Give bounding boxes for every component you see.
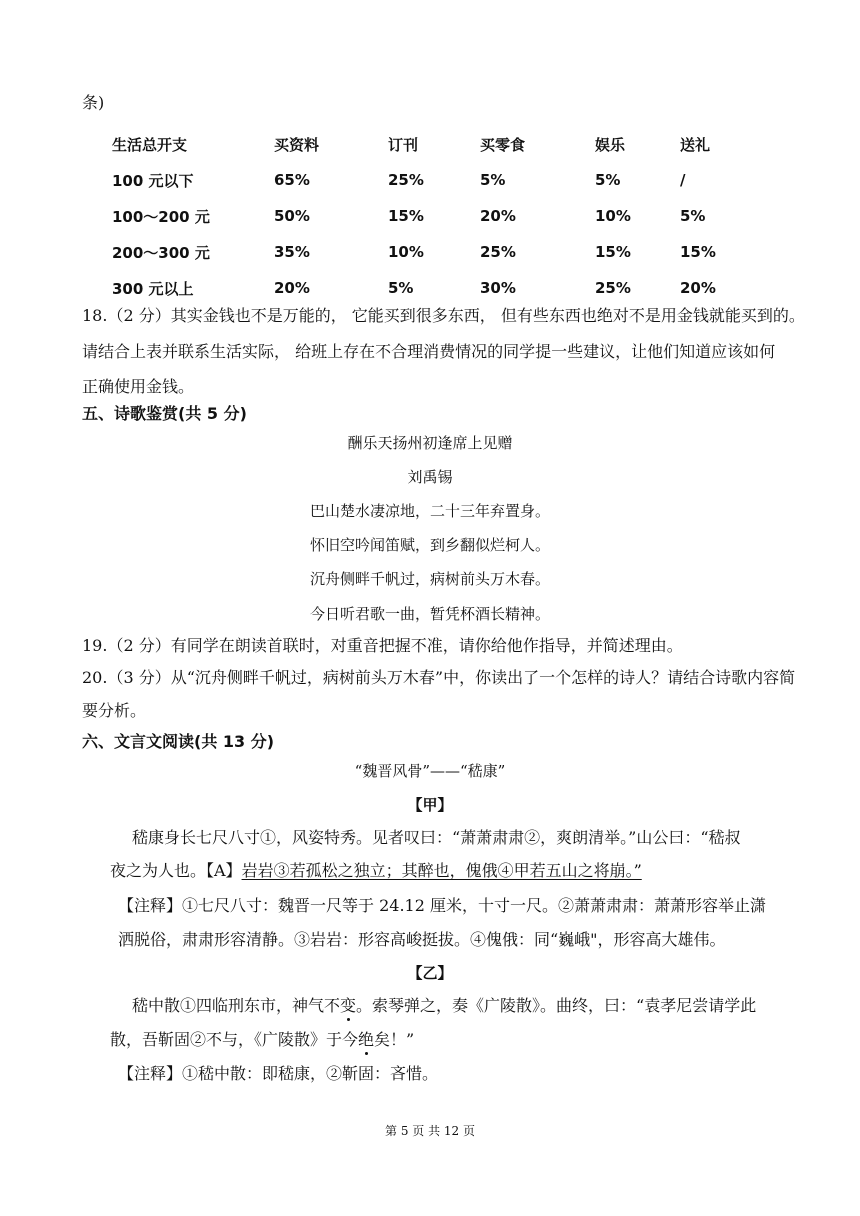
table-cell: 25% <box>595 279 631 297</box>
table-cell: 15% <box>388 207 424 225</box>
table-cell: 20% <box>680 279 716 297</box>
table-cell: / <box>680 171 686 189</box>
poem-title: 酬乐天扬州初逢席上见赠 <box>347 434 513 452</box>
yi-paragraph-line-1 <box>132 995 756 1017</box>
yi-text-c: 散，吾靳固②不与，《广陵散》于今 <box>110 1030 359 1049</box>
table-cell: 200～300 元 <box>112 243 210 262</box>
poem-author: 刘禹锡 <box>407 468 453 486</box>
table-cell: 300 元以上 <box>112 279 194 298</box>
table-cell: 100 元以下 <box>112 171 194 190</box>
carry-over-text: 条) <box>82 93 105 112</box>
table-cell: 5% <box>480 171 506 189</box>
question-19: 19.（2 分）有同学在朗读首联时，对重音把握不准，请你给他作指导，并简述理由。 <box>82 636 683 655</box>
table-cell: 10% <box>595 207 631 225</box>
poem-line-4: 今日听君歌一曲，暂凭杯酒长精神。 <box>309 605 550 623</box>
jia-line-2-text: 夜之为人也。【A】 <box>110 861 242 880</box>
table-header-cell: 订刊 <box>388 135 419 154</box>
table-row <box>112 270 760 306</box>
table-cell: 100～200 元 <box>112 207 210 226</box>
section-5-title: 五、诗歌鉴赏(共 5 分) <box>82 404 247 423</box>
table-cell: 5% <box>388 279 414 297</box>
table-header-cell: 买零食 <box>480 135 526 154</box>
table-cell: 35% <box>274 243 310 261</box>
table-header-cell: 生活总开支 <box>112 135 188 154</box>
poem-line-1: 巴山楚水凄凉地，二十三年弃置身。 <box>309 502 550 520</box>
passage-yi-label: 【乙】 <box>407 964 453 982</box>
yi-paragraph-line-2 <box>110 1029 414 1051</box>
table-row <box>112 234 760 270</box>
jia-paragraph-line-1: 嵇康身长七尺八寸①，风姿特秀。见者叹曰：“萧萧肃肃②，爽朗清举。”山公曰：“嵇叔 <box>132 828 741 847</box>
table-cell: 5% <box>595 171 621 189</box>
table-header-cell: 买资料 <box>274 135 320 154</box>
poem-line-2: 怀旧空吟闻笛赋，到乡翻似烂柯人。 <box>309 536 550 554</box>
table-cell: 25% <box>480 243 516 261</box>
spending-table <box>112 126 760 306</box>
question-18-line-2: 请结合上表并联系生活实际， 给班上存在不合理消费情况的同学提一些建议，让他们知道应该如何 <box>82 342 776 361</box>
table-row <box>112 162 760 198</box>
table-cell: 50% <box>274 207 310 225</box>
question-18-line-3: 正确使用金钱。 <box>82 377 195 396</box>
yi-note: 【注释】①嵇中散：即嵇康，②靳固：吝惜。 <box>118 1064 439 1083</box>
dotted-char-jue: 绝 <box>358 1030 375 1049</box>
yi-text-b: 。索琴弹之，奏《广陵散》。曲终，曰：“袁孝尼尝请学此 <box>356 996 757 1015</box>
table-cell: 25% <box>388 171 424 189</box>
passage-title: “魏晋风骨”——“嵇康” <box>354 762 506 780</box>
table-cell: 20% <box>274 279 310 297</box>
table-cell: 15% <box>595 243 631 261</box>
poem-line-3: 沉舟侧畔千帆过，病树前头万木春。 <box>309 570 550 588</box>
table-cell: 30% <box>480 279 516 297</box>
table-header-cell: 娱乐 <box>595 135 626 154</box>
table-cell: 20% <box>480 207 516 225</box>
page-footer: 第 5 页 共 12 页 <box>385 1124 475 1138</box>
yi-text-d: 矣！” <box>374 1030 415 1049</box>
section-6-title: 六、文言文阅读(共 13 分) <box>82 732 275 751</box>
jia-note-line-1: 【注释】①七尺八寸：魏晋一尺等于 24.12 厘米，十寸一尺。②萧萧肃肃：萧萧形容举止潇 <box>118 896 766 915</box>
table-cell: 15% <box>680 243 716 261</box>
jia-note-line-2: 洒脱俗，肃肃形容清静。③岩岩：形容高峻挺拔。④傀俄：同“巍峨"，形容高大雄伟。 <box>118 930 726 949</box>
question-20-line-1: 20.（3 分）从“沉舟侧畔千帆过，病树前头万木春”中，你读出了一个怎样的诗人？请结合诗歌内容简 <box>82 668 796 687</box>
yi-text-a: 嵇中散①四临刑东市，神气不 <box>132 996 341 1015</box>
passage-jia-label: 【甲】 <box>407 796 453 814</box>
table-cell: 10% <box>388 243 424 261</box>
table-cell: 5% <box>680 207 706 225</box>
question-20-line-2: 要分析。 <box>82 701 147 720</box>
underlined-sentence-a: 岩岩③若孤松之独立；其醉也，傀俄④甲若五山之将崩。” <box>241 861 642 880</box>
table-header-cell: 送礼 <box>680 135 711 154</box>
question-18-line-1: 18.（2 分）其实金钱也不是万能的， 它能买到很多东西， 但有些东西也绝对不是用金钱就能买到的。 <box>82 306 805 325</box>
table-row <box>112 198 760 234</box>
table-cell: 65% <box>274 171 310 189</box>
dotted-char-bian: 变 <box>340 996 357 1015</box>
jia-paragraph-line-2 <box>110 860 642 882</box>
table-header-row <box>112 126 760 162</box>
